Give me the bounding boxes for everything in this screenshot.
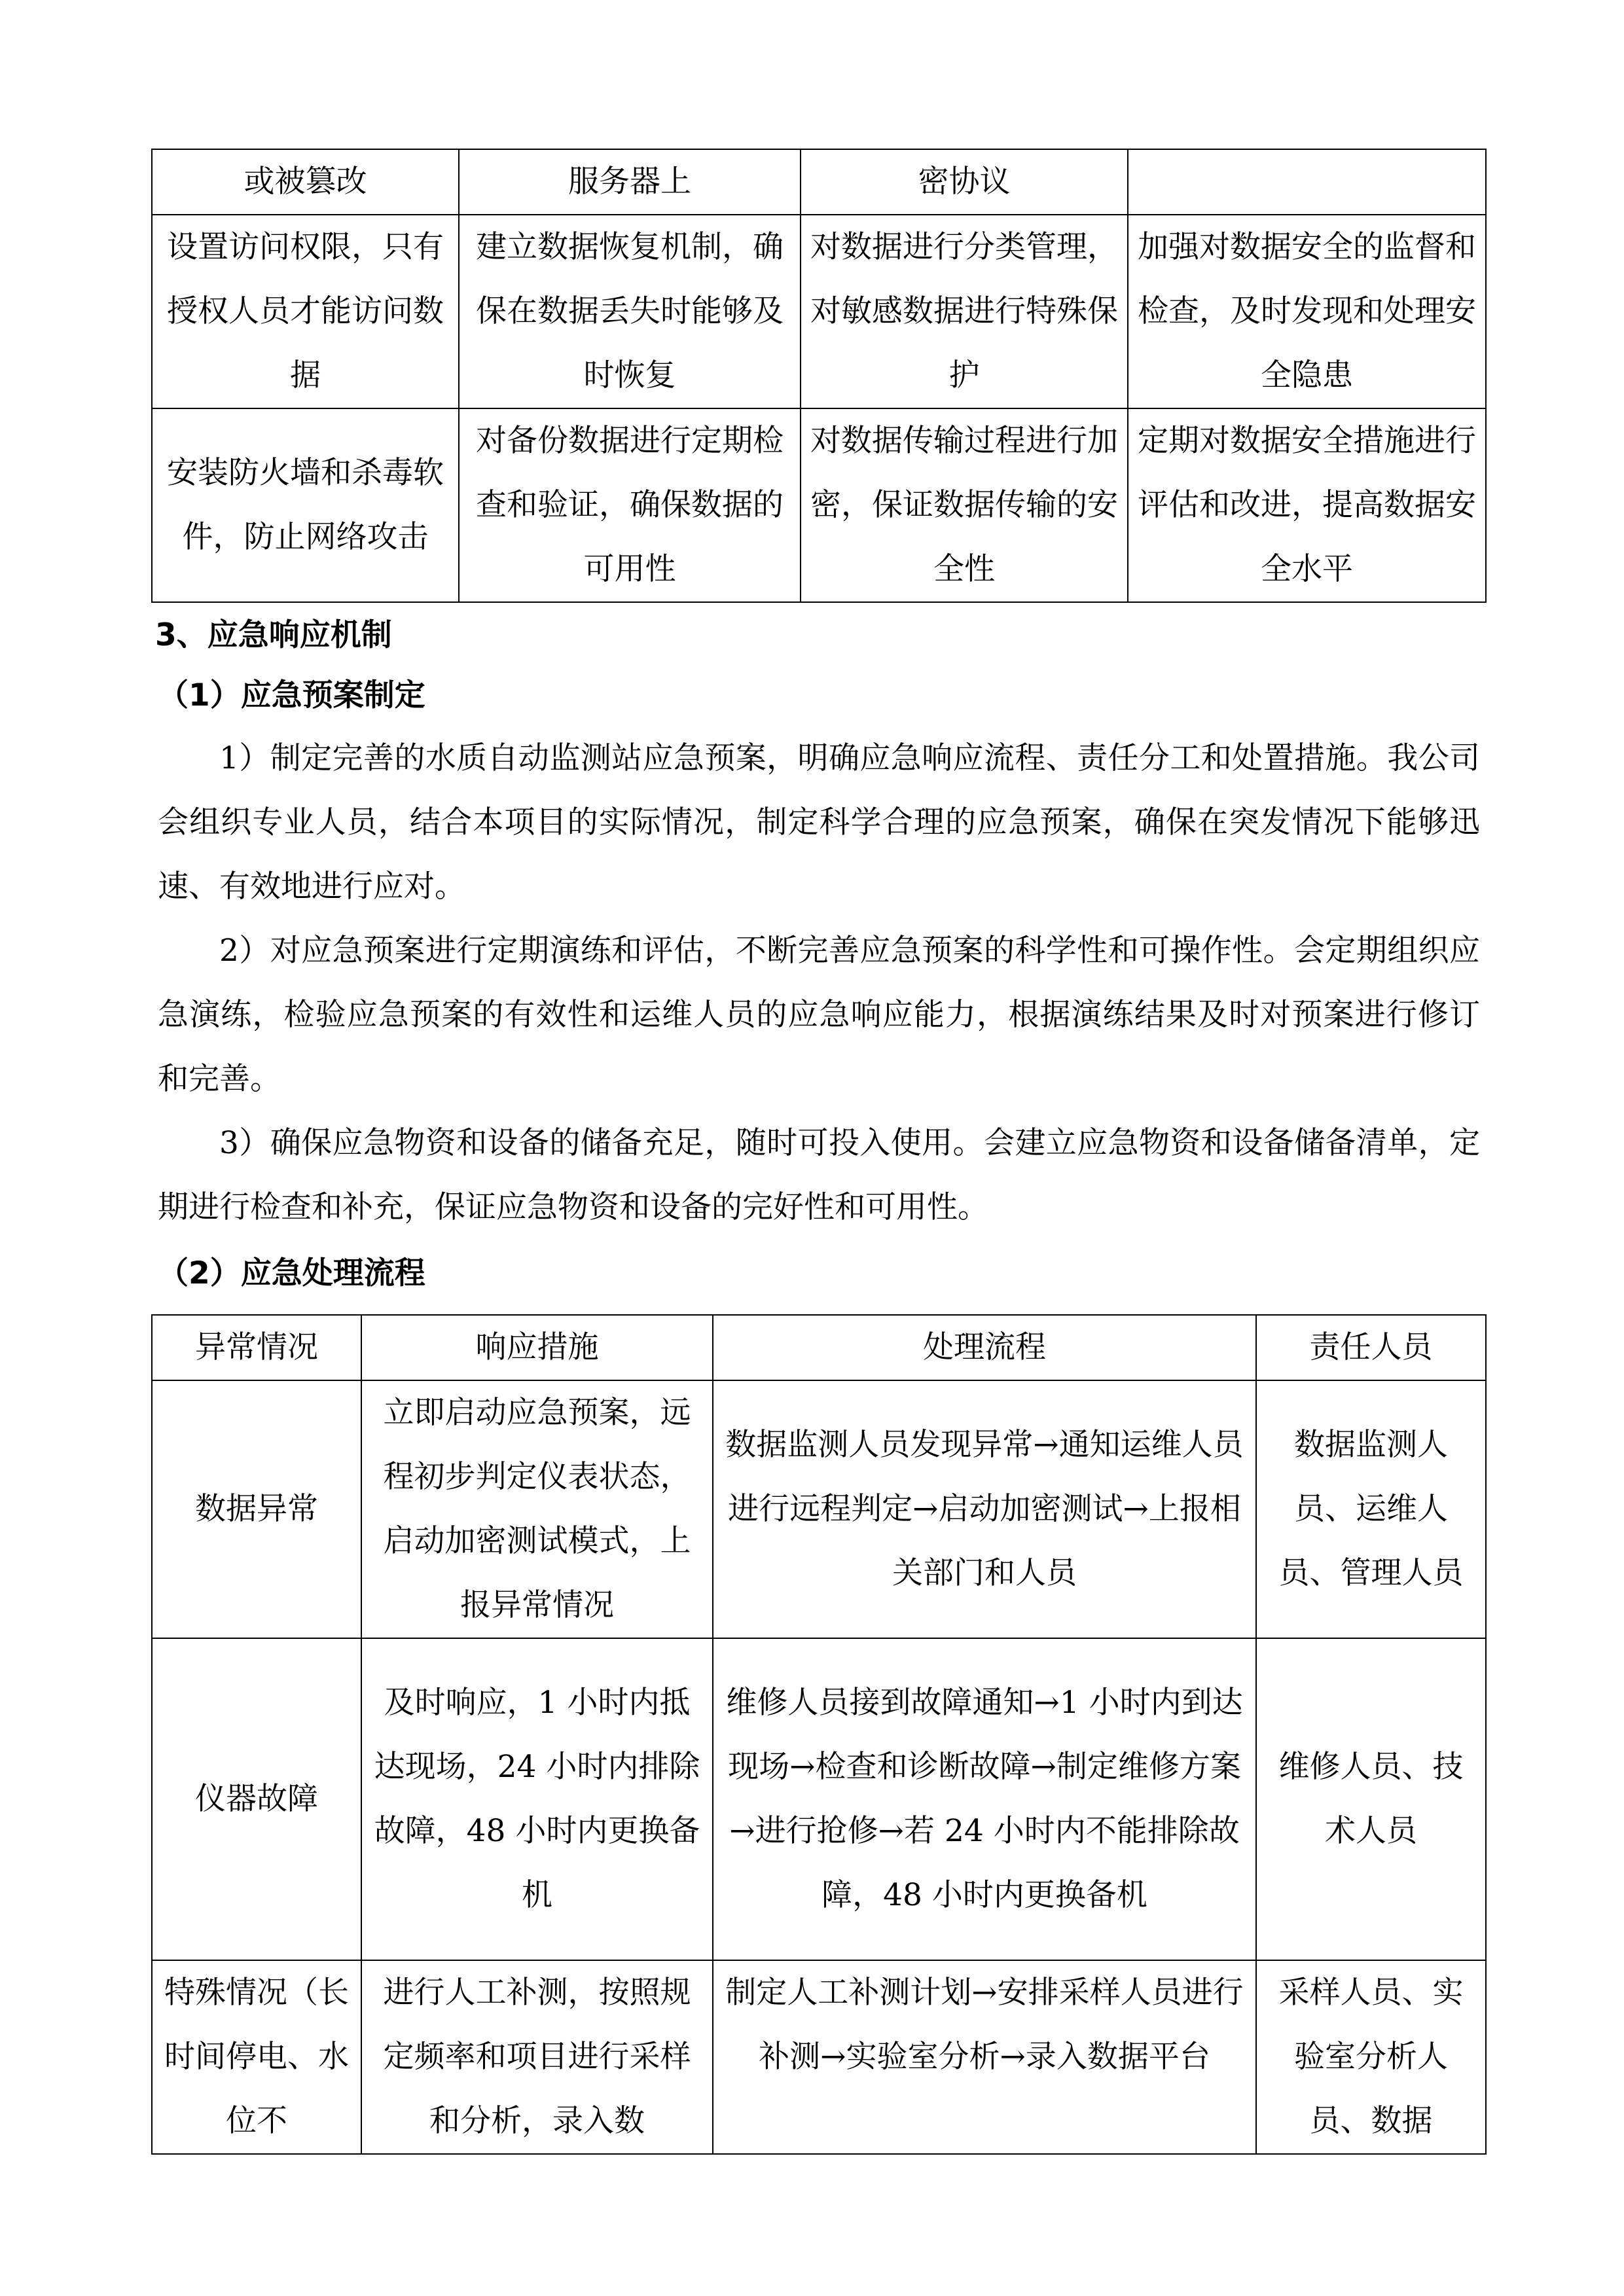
table-cell: 设置访问权限，只有授权人员才能访问数据 (152, 215, 459, 408)
table-row (152, 215, 1486, 408)
subsection-heading: （1）应急预案制定 (158, 677, 425, 713)
table-row (152, 149, 1486, 215)
table-header-cell: 异常情况 (152, 1315, 361, 1380)
table-cell: 维修人员接到故障通知→1 小时内到达现场→检查和诊断故障→制定维修方案→进行抢修→若 24 小时内不能排除故障，48 小时内更换备机 (713, 1638, 1256, 1960)
data-security-table (151, 149, 1487, 603)
table-row (152, 1638, 1486, 1960)
table-row (152, 1380, 1486, 1638)
table-cell: 对备份数据进行定期检查和验证，确保数据的可用性 (459, 408, 801, 602)
table-row (152, 1960, 1486, 2154)
table-cell: 加强对数据安全的监督和检查，及时发现和处理安全隐患 (1128, 215, 1486, 408)
paragraph: 1）制定完善的水质自动监测站应急预案，明确应急响应流程、责任分工和处置措施。我公司会组织专业人员，结合本项目的实际情况，制定科学合理的应急预案，确保在突发情况下能够迅速、有效地进行应对。 (158, 740, 1480, 905)
table-cell: 密协议 (801, 149, 1128, 215)
table-cell: 维修人员、技术人员 (1256, 1638, 1486, 1960)
table-cell: 采样人员、实验室分析人员、数据 (1256, 1960, 1486, 2154)
table-row (152, 408, 1486, 602)
table-cell: 定期对数据安全措施进行评估和改进，提高数据安全水平 (1128, 408, 1486, 602)
table-cell: 数据异常 (152, 1380, 361, 1638)
table-cell: 进行人工补测，按照规定频率和项目进行采样和分析，录入数 (361, 1960, 713, 2154)
table-cell: 安装防火墙和杀毒软件，防止网络攻击 (152, 408, 459, 602)
table-cell (1128, 149, 1486, 215)
table-header-cell: 处理流程 (713, 1315, 1256, 1380)
section-heading: 3、应急响应机制 (155, 617, 392, 653)
table-header-cell: 响应措施 (361, 1315, 713, 1380)
table-cell: 建立数据恢复机制，确保在数据丢失时能够及时恢复 (459, 215, 801, 408)
emergency-process-table (151, 1314, 1487, 2155)
table-cell: 仪器故障 (152, 1638, 361, 1960)
table-cell: 数据监测人员、运维人员、管理人员 (1256, 1380, 1486, 1638)
table-cell: 对数据传输过程进行加密，保证数据传输的安全性 (801, 408, 1128, 602)
paragraph: 2）对应急预案进行定期演练和评估，不断完善应急预案的科学性和可操作性。会定期组织应急演练，检验应急预案的有效性和运维人员的应急响应能力，根据演练结果及时对预案进行修订和完善。 (158, 933, 1480, 1097)
table-cell: 数据监测人员发现异常→通知运维人员进行远程判定→启动加密测试→上报相关部门和人员 (713, 1380, 1256, 1638)
table-cell: 及时响应，1 小时内抵达现场，24 小时内排除故障，48 小时内更换备机 (361, 1638, 713, 1960)
table-cell: 服务器上 (459, 149, 801, 215)
table-cell: 对数据进行分类管理，对敏感数据进行特殊保护 (801, 215, 1128, 408)
subsection-heading: （2）应急处理流程 (158, 1255, 425, 1291)
paragraph: 3）确保应急物资和设备的储备充足，随时可投入使用。会建立应急物资和设备储备清单，定期进行检查和补充，保证应急物资和设备的完好性和可用性。 (158, 1125, 1480, 1225)
table-header-row (152, 1315, 1486, 1380)
table-cell: 立即启动应急预案，远程初步判定仪表状态，启动加密测试模式，上报异常情况 (361, 1380, 713, 1638)
table-cell: 特殊情况（长时间停电、水位不 (152, 1960, 361, 2154)
table-cell: 或被篡改 (152, 149, 459, 215)
table-header-cell: 责任人员 (1256, 1315, 1486, 1380)
table-cell: 制定人工补测计划→安排采样人员进行补测→实验室分析→录入数据平台 (713, 1960, 1256, 2154)
